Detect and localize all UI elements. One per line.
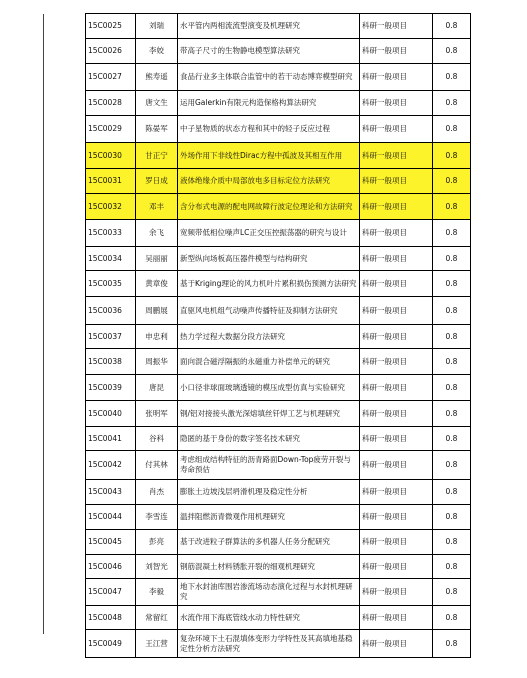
- funding-amount-cell: 0.8: [433, 325, 471, 349]
- project-title-cell: 食品行业多主体联合监管中的若干动态博弈模型研究: [178, 64, 360, 91]
- table-row: [86, 169, 471, 194]
- project-id-cell: 15C0048: [86, 606, 136, 630]
- leader-name-cell: 谷科: [136, 427, 178, 451]
- leader-name-cell: 李姣: [136, 39, 178, 64]
- project-id-cell: 15C0049: [86, 630, 136, 658]
- leader-name-cell: 唐昆: [136, 375, 178, 401]
- project-id-cell: 15C0045: [86, 530, 136, 555]
- table-row: [86, 606, 471, 630]
- funding-amount-cell: 0.8: [433, 14, 471, 39]
- funding-amount-cell: 0.8: [433, 451, 471, 480]
- funding-amount-cell: 0.8: [433, 220, 471, 247]
- project-title-cell: 隐匿的基于身份的数字签名技术研究: [178, 427, 360, 451]
- project-title-cell: 钢筋混凝土材料锈胀开裂的细观机理研究: [178, 555, 360, 579]
- leader-name-cell: 甘正宁: [136, 143, 178, 169]
- project-id-cell: 15C0040: [86, 401, 136, 427]
- project-table-body: [86, 14, 471, 658]
- funding-amount-cell: 0.8: [433, 505, 471, 530]
- leader-name-cell: 周鹏展: [136, 297, 178, 325]
- project-type-cell: 科研一般项目: [360, 375, 433, 401]
- leader-name-cell: 肖杰: [136, 480, 178, 505]
- leader-name-cell: 余飞: [136, 220, 178, 247]
- table-row: [86, 555, 471, 579]
- funding-amount-cell: 0.8: [433, 349, 471, 375]
- project-title-cell: 外场作用下非线性Dirac方程中孤波及其相互作用: [178, 143, 360, 169]
- project-title-cell: 中子星物质的状态方程和其中的轻子反应过程: [178, 116, 360, 143]
- project-type-cell: 科研一般项目: [360, 451, 433, 480]
- leader-name-cell: 彭亮: [136, 530, 178, 555]
- leader-name-cell: 李雪连: [136, 505, 178, 530]
- project-type-cell: 科研一般项目: [360, 271, 433, 297]
- table-row: [86, 427, 471, 451]
- page-margin-line: [43, 14, 44, 634]
- project-title-cell: 钢/铝对接接头激光深熔填丝钎焊工艺与机理研究: [178, 401, 360, 427]
- project-type-cell: 科研一般项目: [360, 579, 433, 606]
- table-row: [86, 91, 471, 116]
- project-id-cell: 15C0026: [86, 39, 136, 64]
- project-id-cell: 15C0030: [86, 143, 136, 169]
- project-type-cell: 科研一般项目: [360, 606, 433, 630]
- table-row: [86, 375, 471, 401]
- project-id-cell: 15C0042: [86, 451, 136, 480]
- project-title-cell: 水平管内两相流流型演变及机理研究: [178, 14, 360, 39]
- project-type-cell: 科研一般项目: [360, 116, 433, 143]
- project-id-cell: 15C0046: [86, 555, 136, 579]
- table-row: [86, 325, 471, 349]
- project-title-cell: 水流作用下海底管线水动力特性研究: [178, 606, 360, 630]
- table-row: [86, 247, 471, 271]
- table-row: [86, 39, 471, 64]
- project-type-cell: 科研一般项目: [360, 14, 433, 39]
- project-type-cell: 科研一般项目: [360, 530, 433, 555]
- project-id-cell: 15C0047: [86, 579, 136, 606]
- leader-name-cell: 陈晏军: [136, 116, 178, 143]
- funding-amount-cell: 0.8: [433, 297, 471, 325]
- project-type-cell: 科研一般项目: [360, 630, 433, 658]
- project-type-cell: 科研一般项目: [360, 143, 433, 169]
- table-row: [86, 451, 471, 480]
- table-row: [86, 116, 471, 143]
- project-table: [85, 13, 471, 658]
- funding-amount-cell: 0.8: [433, 579, 471, 606]
- leader-name-cell: 付其林: [136, 451, 178, 480]
- leader-name-cell: 熊寿遥: [136, 64, 178, 91]
- table-row: [86, 401, 471, 427]
- project-type-cell: 科研一般项目: [360, 220, 433, 247]
- project-id-cell: 15C0034: [86, 247, 136, 271]
- funding-amount-cell: 0.8: [433, 116, 471, 143]
- project-type-cell: 科研一般项目: [360, 401, 433, 427]
- project-type-cell: 科研一般项目: [360, 169, 433, 194]
- leader-name-cell: 吴丽丽: [136, 247, 178, 271]
- leader-name-cell: 王江营: [136, 630, 178, 658]
- leader-name-cell: 申忠利: [136, 325, 178, 349]
- funding-amount-cell: 0.8: [433, 247, 471, 271]
- project-id-cell: 15C0039: [86, 375, 136, 401]
- leader-name-cell: 李毅: [136, 579, 178, 606]
- leader-name-cell: 周振华: [136, 349, 178, 375]
- table-row: [86, 14, 471, 39]
- project-title-cell: 运用Galerkin有限元构造保格构算法研究: [178, 91, 360, 116]
- project-title-cell: 面向混合磁浮隔振的永磁重力补偿单元的研究: [178, 349, 360, 375]
- project-id-cell: 15C0025: [86, 14, 136, 39]
- project-type-cell: 科研一般项目: [360, 297, 433, 325]
- leader-name-cell: 常留红: [136, 606, 178, 630]
- project-id-cell: 15C0035: [86, 271, 136, 297]
- project-type-cell: 科研一般项目: [360, 91, 433, 116]
- project-type-cell: 科研一般项目: [360, 194, 433, 220]
- project-title-cell: 含分布式电源的配电网故障行波定位理论和方法研究: [178, 194, 360, 220]
- project-id-cell: 15C0043: [86, 480, 136, 505]
- project-type-cell: 科研一般项目: [360, 349, 433, 375]
- leader-name-cell: 黄章俊: [136, 271, 178, 297]
- project-title-cell: 地下水封油库围岩渗流场动态演化过程与水封机理研究: [178, 579, 360, 606]
- project-type-cell: 科研一般项目: [360, 505, 433, 530]
- leader-name-cell: 邓丰: [136, 194, 178, 220]
- project-id-cell: 15C0029: [86, 116, 136, 143]
- project-id-cell: 15C0037: [86, 325, 136, 349]
- leader-name-cell: 刘智光: [136, 555, 178, 579]
- table-row: [86, 630, 471, 658]
- table-row: [86, 579, 471, 606]
- project-type-cell: 科研一般项目: [360, 39, 433, 64]
- table-row: [86, 297, 471, 325]
- project-title-cell: 温拌阻燃沥青微观作用机理研究: [178, 505, 360, 530]
- project-title-cell: 热力学过程大数据分段方法研究: [178, 325, 360, 349]
- funding-amount-cell: 0.8: [433, 39, 471, 64]
- funding-amount-cell: 0.8: [433, 169, 471, 194]
- project-type-cell: 科研一般项目: [360, 555, 433, 579]
- table-row: [86, 271, 471, 297]
- leader-name-cell: 刘瑞: [136, 14, 178, 39]
- project-title-cell: 宽频带低相位噪声LC正交压控振荡器的研究与设计: [178, 220, 360, 247]
- project-type-cell: 科研一般项目: [360, 427, 433, 451]
- table-row: [86, 480, 471, 505]
- funding-amount-cell: 0.8: [433, 401, 471, 427]
- project-title-cell: 复杂环境下土石混填体变形力学特性及其高填地基稳定性分析方法研究: [178, 630, 360, 658]
- table-row: [86, 220, 471, 247]
- project-id-cell: 15C0032: [86, 194, 136, 220]
- funding-amount-cell: 0.8: [433, 427, 471, 451]
- project-id-cell: 15C0028: [86, 91, 136, 116]
- funding-amount-cell: 0.8: [433, 91, 471, 116]
- project-title-cell: 基于改进粒子群算法的多机器人任务分配研究: [178, 530, 360, 555]
- funding-amount-cell: 0.8: [433, 606, 471, 630]
- project-type-cell: 科研一般项目: [360, 480, 433, 505]
- project-id-cell: 15C0036: [86, 297, 136, 325]
- project-title-cell: 考虑组成结构特征的沥青路面Down-Top疲劳开裂与寿命预估: [178, 451, 360, 480]
- project-id-cell: 15C0031: [86, 169, 136, 194]
- project-title-cell: 直驱风电机组气动噪声传播特征及抑制方法研究: [178, 297, 360, 325]
- project-title-cell: 液体绝缘介质中局部放电多目标定位方法研究: [178, 169, 360, 194]
- table-row: [86, 143, 471, 169]
- table-row: [86, 194, 471, 220]
- leader-name-cell: 张明军: [136, 401, 178, 427]
- funding-amount-cell: 0.8: [433, 64, 471, 91]
- funding-amount-cell: 0.8: [433, 194, 471, 220]
- project-title-cell: 带高子尺寸的生物静电模型算法研究: [178, 39, 360, 64]
- project-title-cell: 基于Kriging理论的风力机叶片累积损伤预测方法研究: [178, 271, 360, 297]
- leader-name-cell: 罗日成: [136, 169, 178, 194]
- project-id-cell: 15C0038: [86, 349, 136, 375]
- table-row: [86, 349, 471, 375]
- table-row: [86, 64, 471, 91]
- funding-amount-cell: 0.8: [433, 271, 471, 297]
- project-title-cell: 新型纵向场板高压器件模型与结构研究: [178, 247, 360, 271]
- project-id-cell: 15C0033: [86, 220, 136, 247]
- project-type-cell: 科研一般项目: [360, 325, 433, 349]
- table-row: [86, 530, 471, 555]
- funding-amount-cell: 0.8: [433, 480, 471, 505]
- project-type-cell: 科研一般项目: [360, 247, 433, 271]
- project-id-cell: 15C0027: [86, 64, 136, 91]
- project-type-cell: 科研一般项目: [360, 64, 433, 91]
- funding-amount-cell: 0.8: [433, 630, 471, 658]
- leader-name-cell: 唐文生: [136, 91, 178, 116]
- funding-amount-cell: 0.8: [433, 530, 471, 555]
- project-id-cell: 15C0041: [86, 427, 136, 451]
- funding-amount-cell: 0.8: [433, 555, 471, 579]
- project-id-cell: 15C0044: [86, 505, 136, 530]
- funding-amount-cell: 0.8: [433, 375, 471, 401]
- project-title-cell: 膨胀土边坡浅层坍滑机理及稳定性分析: [178, 480, 360, 505]
- table-row: [86, 505, 471, 530]
- project-title-cell: 小口径非球面玻璃透镜的模压成型仿真与实验研究: [178, 375, 360, 401]
- funding-amount-cell: 0.8: [433, 143, 471, 169]
